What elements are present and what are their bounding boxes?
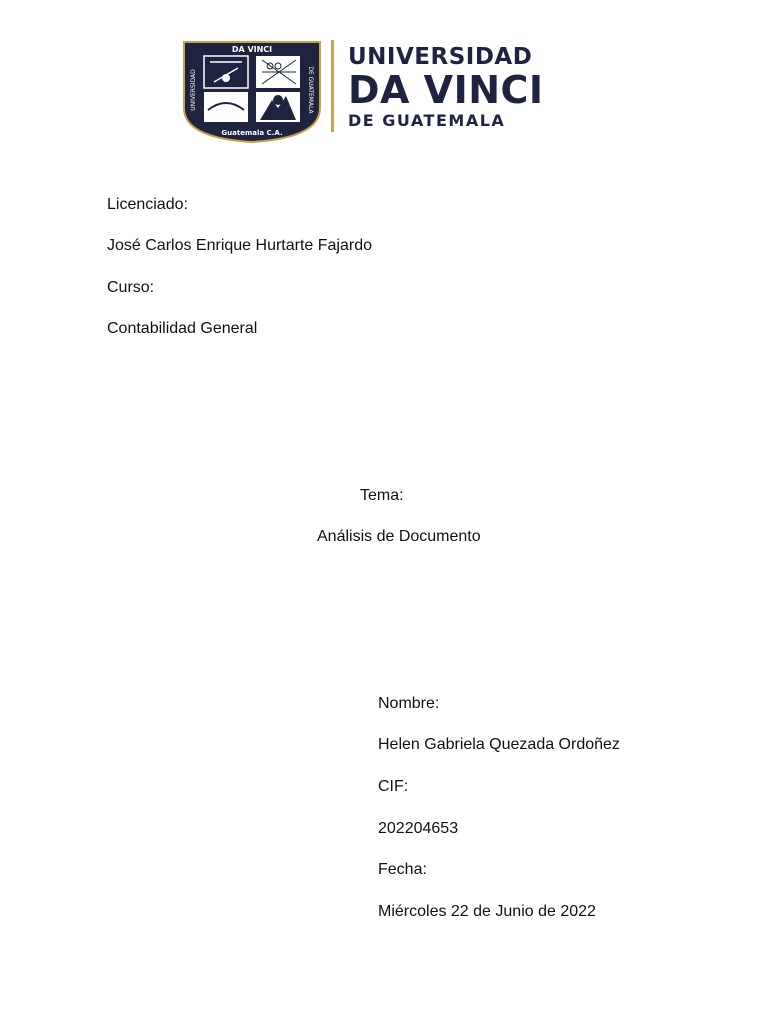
university-logo (180, 38, 580, 146)
university-name-line3: DE GUATEMALA (348, 111, 506, 130)
tema-value: Análisis de Documento (317, 528, 481, 545)
tema-label: Tema: (360, 487, 404, 504)
curso-value: Contabilidad General (107, 320, 258, 337)
cif-value: 202204653 (378, 820, 459, 837)
university-name-line2: DA VINCI (348, 68, 544, 112)
fecha-label: Fecha: (378, 861, 427, 878)
nombre-value: Helen Gabriela Quezada Ordoñez (378, 736, 620, 753)
curso-label: Curso: (107, 279, 155, 296)
licenciado-value: José Carlos Enrique Hurtarte Fajardo (107, 237, 373, 254)
logo-divider (331, 40, 334, 132)
seal-left-text: UNIVERSIDAD (190, 69, 197, 111)
licenciado-label: Licenciado: (107, 196, 188, 213)
fecha-value: Miércoles 22 de Junio de 2022 (378, 903, 596, 920)
cif-label: CIF: (378, 778, 409, 795)
university-seal-icon (180, 38, 324, 144)
seal-top-text: DA VINCI (231, 45, 273, 54)
university-name-line1: UNIVERSIDAD (348, 44, 533, 70)
seal-bottom-text: Guatemala C.A. (221, 129, 283, 137)
nombre-label: Nombre: (378, 695, 440, 712)
university-name (348, 46, 544, 129)
seal-right-text: DE GUATEMALA (307, 66, 314, 114)
